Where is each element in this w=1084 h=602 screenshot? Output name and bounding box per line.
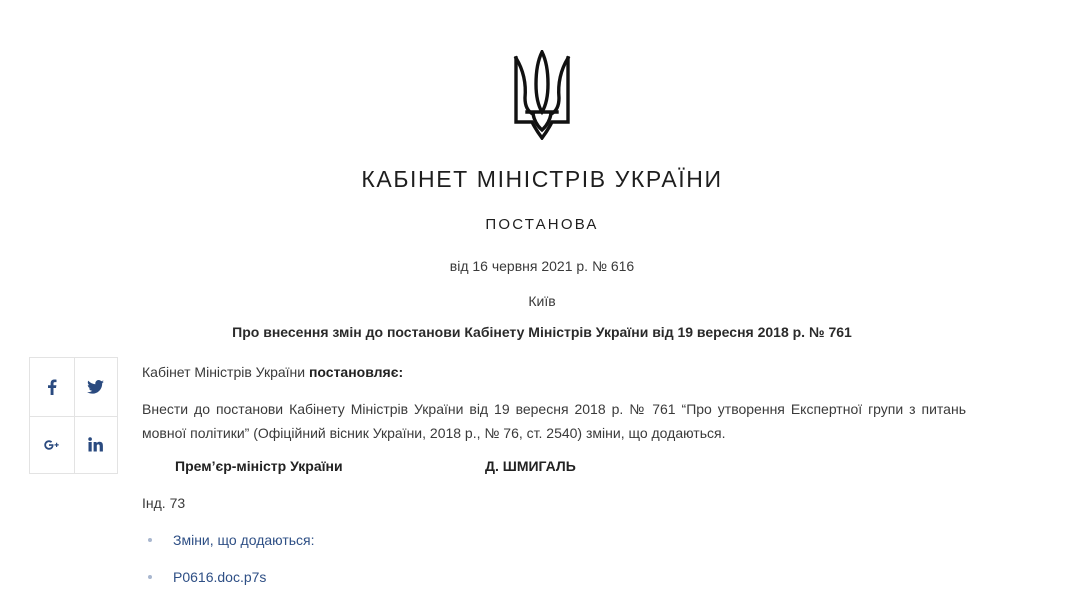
intro-bold: постановляє: [308, 364, 404, 380]
document-type: ПОСТАНОВА [485, 216, 599, 233]
document-subject: Про внесення змін до постанови Кабінету Міністрів України від 19 вересня 2018 р. № 761 [232, 324, 852, 340]
attachment-link-file[interactable]: P0616.doc.p7s [173, 569, 267, 585]
signature-name: Д. ШМИГАЛЬ [485, 458, 576, 474]
signature-block [142, 454, 966, 478]
document-date-number: від 16 червня 2021 р. № 616 [449, 258, 635, 274]
signature-role: Прем’єр-міністр України [175, 458, 343, 474]
resolution-intro [142, 360, 966, 384]
linkedin-icon [88, 437, 103, 452]
attachment-link-changes[interactable]: Зміни, що додаються: [173, 532, 315, 548]
google-plus-icon [44, 440, 60, 450]
resolution-paragraph: Внести до постанови Кабінету Міністрів України від 19 вересня 2018 р. № 761 “Про утворення Експертної групи з питань мовної політики” (Офіційний вісник України, 2018 р., № 76, ст. 2540) зміни, що додаються. [142, 401, 966, 441]
share-google-plus-button[interactable] [30, 416, 74, 474]
organization-title: КАБІНЕТ МІНІСТРІВ УКРАЇНИ [361, 166, 723, 192]
share-facebook-button[interactable] [30, 358, 74, 416]
document-city: Київ [528, 293, 556, 309]
share-linkedin-button[interactable] [74, 416, 118, 474]
facebook-icon [47, 379, 57, 395]
attachments-list [142, 528, 966, 589]
share-panel [29, 357, 118, 474]
twitter-icon [87, 380, 104, 394]
share-twitter-button[interactable] [74, 358, 118, 416]
bullet-icon [148, 538, 152, 542]
document-body [142, 360, 966, 602]
document-index: Інд. 73 [142, 495, 186, 511]
list-item [142, 565, 966, 589]
coat-of-arms-emblem [513, 50, 571, 140]
intro-text: Кабінет Міністрів України [142, 364, 309, 380]
bullet-icon [148, 575, 152, 579]
list-item [142, 528, 966, 552]
